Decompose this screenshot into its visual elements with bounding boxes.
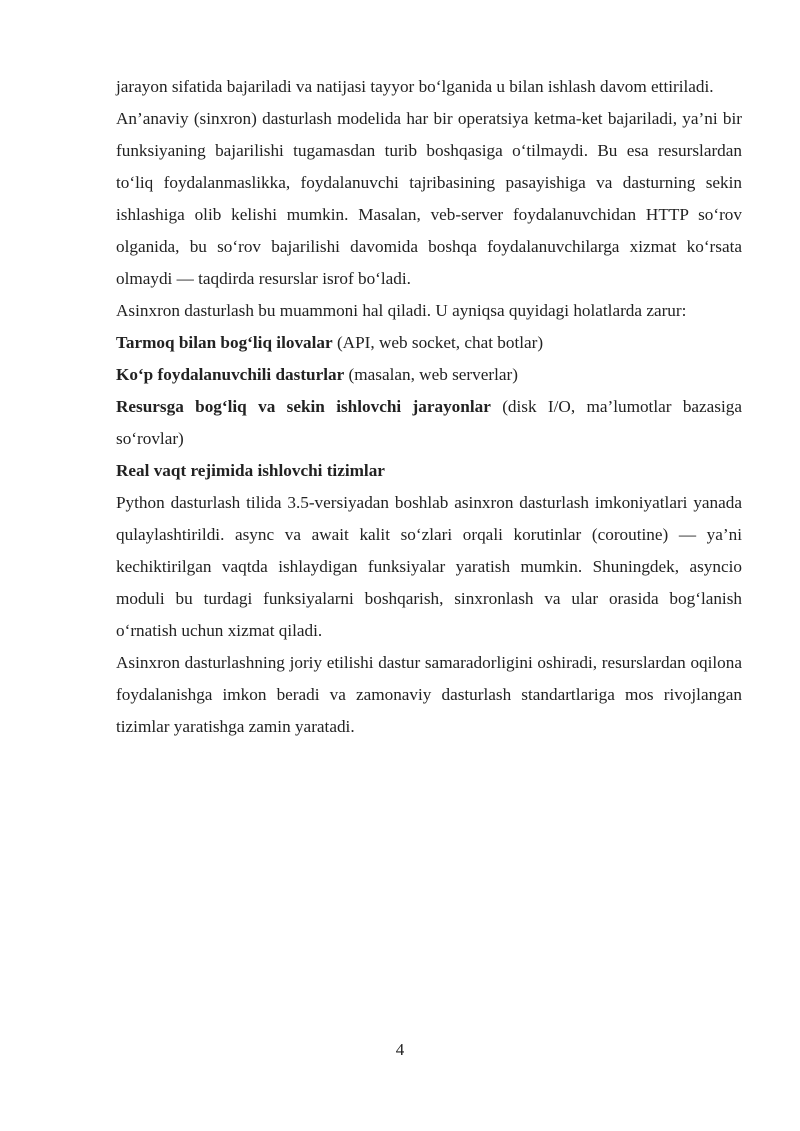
list-item-title: Real vaqt rejimida ishlovchi tizimlar — [116, 461, 385, 480]
list-item-network-apps — [116, 327, 742, 359]
paragraph-continuation: jarayon sifatida bajariladi va natijasi tayyor bo‘lganida u bilan ishlash davom ettiriladi. — [116, 77, 714, 96]
paragraph-sync-model: An’anaviy (sinxron) dasturlash modelida har bir operatsiya ketma-ket bajariladi, ya’ni bir funksiyaning bajarilishi tugamasdan turib boshqasiga o‘tilmaydi. Bu esa resurslardan to‘liq foydalanmaslikka, foydalanuvchi tajribasining pasayishiga va dasturning sekin ishlashiga olib kelishi mumkin. Masalan, veb-server foydalanuvchidan HTTP so‘rov olganida, bu so‘rov bajarilishi davomida boshqa foydalanuvchilarga xizmat ko‘rsata olmaydi — taqdirda resurslar isrof bo‘ladi. — [116, 109, 742, 288]
list-item-detail: (disk I/O, ma’lumotlar bazasiga so‘rovlar) — [116, 397, 742, 448]
list-item-multi-user — [116, 359, 742, 391]
list-item-title: Resursga bog‘liq va sekin ishlovchi jarayonlar — [116, 397, 491, 416]
paragraph-python-async: Python dasturlash tilida 3.5-versiyadan boshlab asinxron dasturlash imkoniyatlari yanada qulaylashtirildi. async va await kalit so‘zlari orqali korutinlar (coroutine) — ya’ni kechiktirilgan vaqtda ishlaydigan funksiyalar yaratish mumkin. Shuningdek, asyncio moduli bu turdagi funksiyalarni boshqarish, sinxronlash va ular orasida bog‘lanish o‘rnatish uchun xizmat qiladi. — [116, 493, 742, 640]
page-number: 4 — [395, 1040, 405, 1059]
paragraph-async-intro: Asinxron dasturlash bu muammoni hal qiladi. U ayniqsa quyidagi holatlarda zarur: — [116, 301, 687, 320]
list-item-detail: (masalan, web serverlar) — [344, 365, 518, 384]
paragraph-conclusion: Asinxron dasturlashning joriy etilishi dastur samaradorligini oshiradi, resurslardan oqilona foydalanishga imkon beradi va zamonaviy dasturlash standartlariga mos rivojlangan tizimlar yaratishga zamin yaratadi. — [116, 653, 742, 736]
list-item-detail: (API, web socket, chat botlar) — [332, 333, 544, 352]
list-item-title: Tarmoq bilan bog‘liq ilovalar — [116, 333, 333, 352]
list-item-title: Ko‘p foydalanuvchili dasturlar — [116, 365, 345, 384]
list-item-real-time — [116, 455, 742, 487]
list-item-resource-bound — [116, 391, 742, 455]
page-body — [116, 71, 742, 743]
